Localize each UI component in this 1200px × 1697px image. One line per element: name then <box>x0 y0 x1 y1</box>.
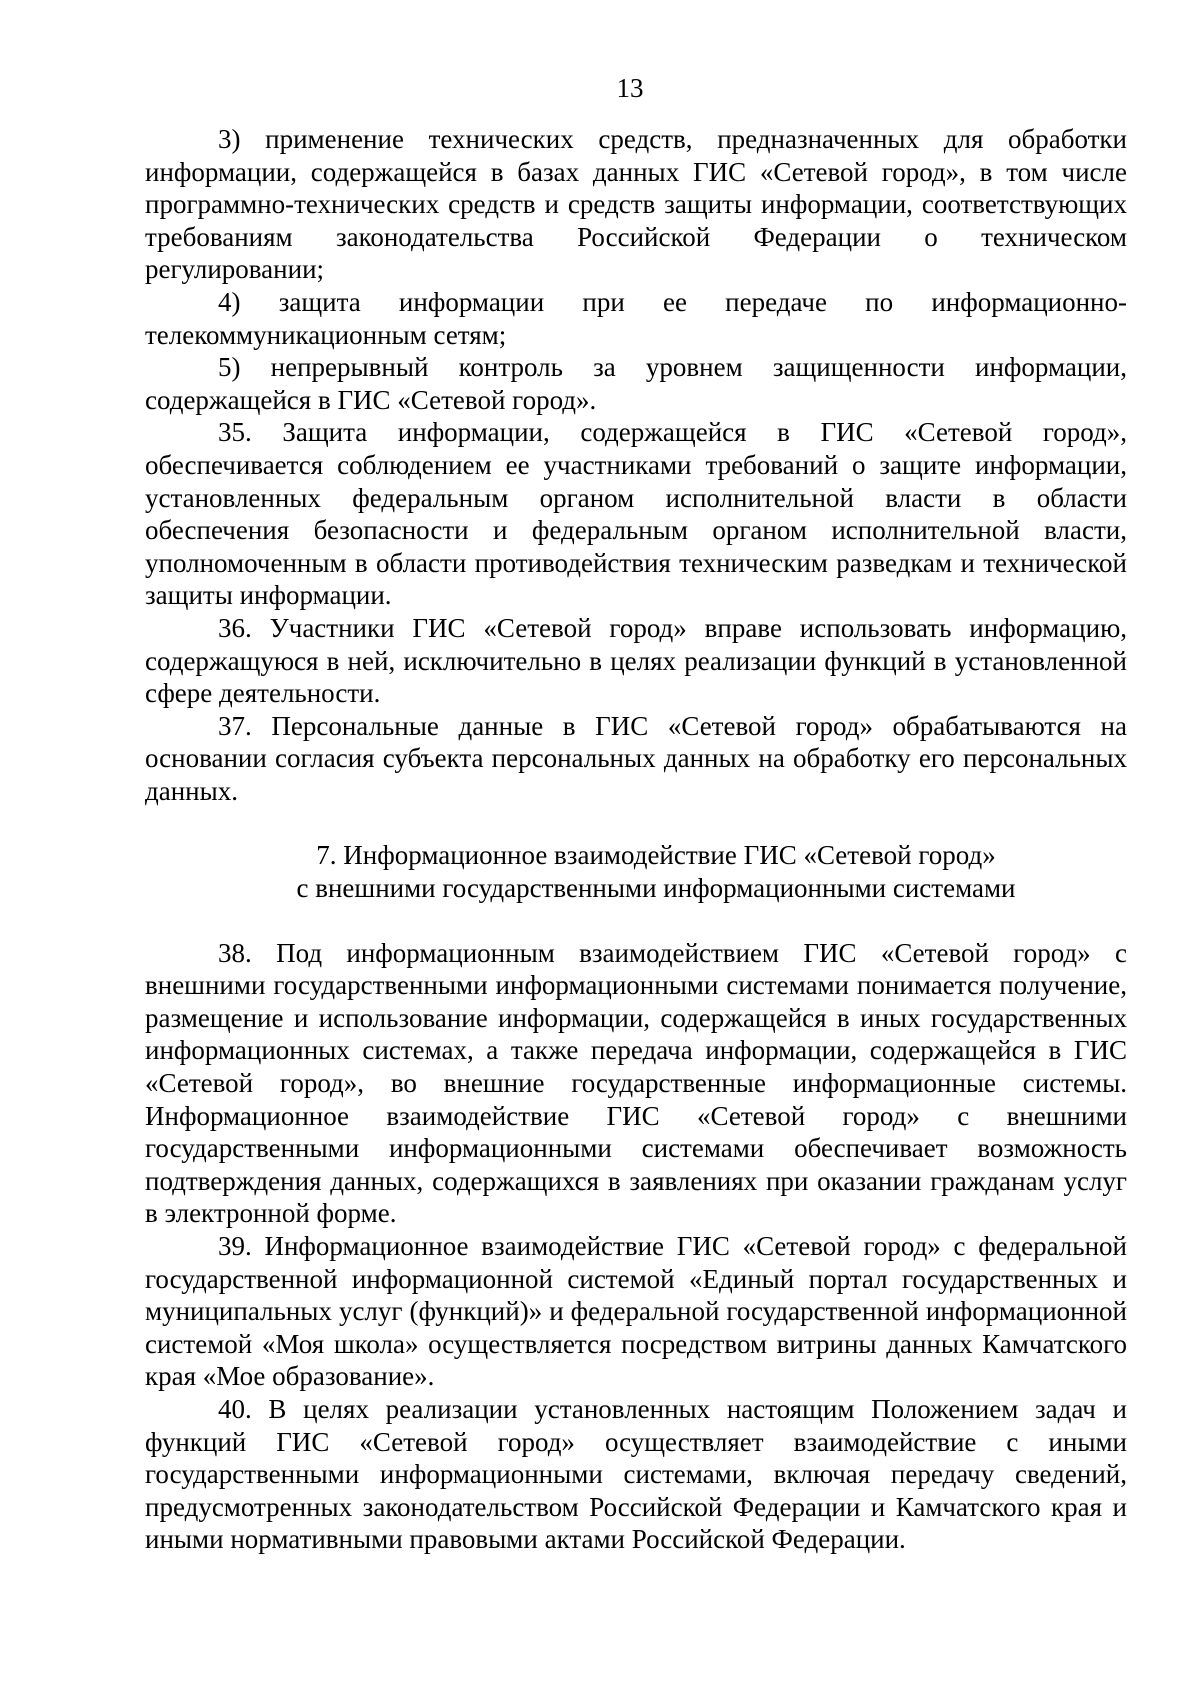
section-heading <box>185 807 1127 936</box>
paragraph-item-4: 4) защита информации при ее передаче по информационно-телекоммуникационным сетям; <box>145 286 1127 350</box>
page-number: 13 <box>616 73 644 103</box>
section-heading-line-2: с внешними государственными информационными системами <box>296 873 1016 904</box>
paragraph-36: 36. Участники ГИС «Сетевой город» вправе использовать информацию, содержащуюся в ней, исключительно в целях реализации функций в установленной сфере деятельности. <box>145 612 1127 709</box>
paragraph-40: 40. В целях реализации установленных настоящим Положением задач и функций ГИС «Сетевой город» осуществляет взаимодействие с иными государственными информационными системами, включая передачу сведений, предусмотренных законодательством Российской Федерации и Камчатского края и иными нормативными правовыми актами Российской Федерации. <box>145 1393 1127 1555</box>
paragraph-item-3: 3) применение технических средств, предназначенных для обработки информации, содержащейся в базах данных ГИС «Сетевой город», в том числе программно-технических средств и средств защиты информации, соответствующих требованиям законодательства Российской Федерации о техническом регулировании; <box>145 124 1127 285</box>
section-heading-line-1: 7. Информационное взаимодействие ГИС «Сетевой город» <box>316 840 996 871</box>
document-body <box>145 123 1127 1556</box>
paragraph-item-5: 5) непрерывный контроль за уровнем защищенности информации, содержащейся в ГИС «Сетевой город». <box>145 352 1127 415</box>
paragraph-38: 38. Под информационным взаимодействием ГИС «Сетевой город» с внешними государственными информационными системами понимается получение, размещение и использование информации, содержащейся в иных государственных информационных системах, а также передача информации, содержащейся в ГИС «Сетевой город», во внешние государственные информационные системы. Информационное взаимодействие ГИС «Сетевой город» с внешними государственными информационными системами обеспечивает возможность подтверждения данных, содержащихся в заявлениях при оказании гражданам услуг в электронной форме. <box>145 937 1127 1229</box>
paragraph-37: 37. Персональные данные в ГИС «Сетевой город» обрабатываются на основании согласия субъекта персональных данных на обработку его персональных данных. <box>145 710 1127 806</box>
paragraph-35: 35. Защита информации, содержащейся в ГИС «Сетевой город», обеспечивается соблюдением ее участниками требований о защите информации, установленных федеральным органом исполнительной власти в области обеспечения безопасности и федеральным органом исполнительной власти, уполномоченным в области противодействия техническим разведкам и технической защиты информации. <box>145 417 1127 611</box>
paragraph-39: 39. Информационное взаимодействие ГИС «Сетевой город» с федеральной государственной информационной системой «Единый портал государственных и муниципальных услуг (функций)» и федеральной государственной информационной системой «Моя школа» осуществляется посредством витрины данных Камчатского края «Мое образование». <box>145 1231 1127 1392</box>
